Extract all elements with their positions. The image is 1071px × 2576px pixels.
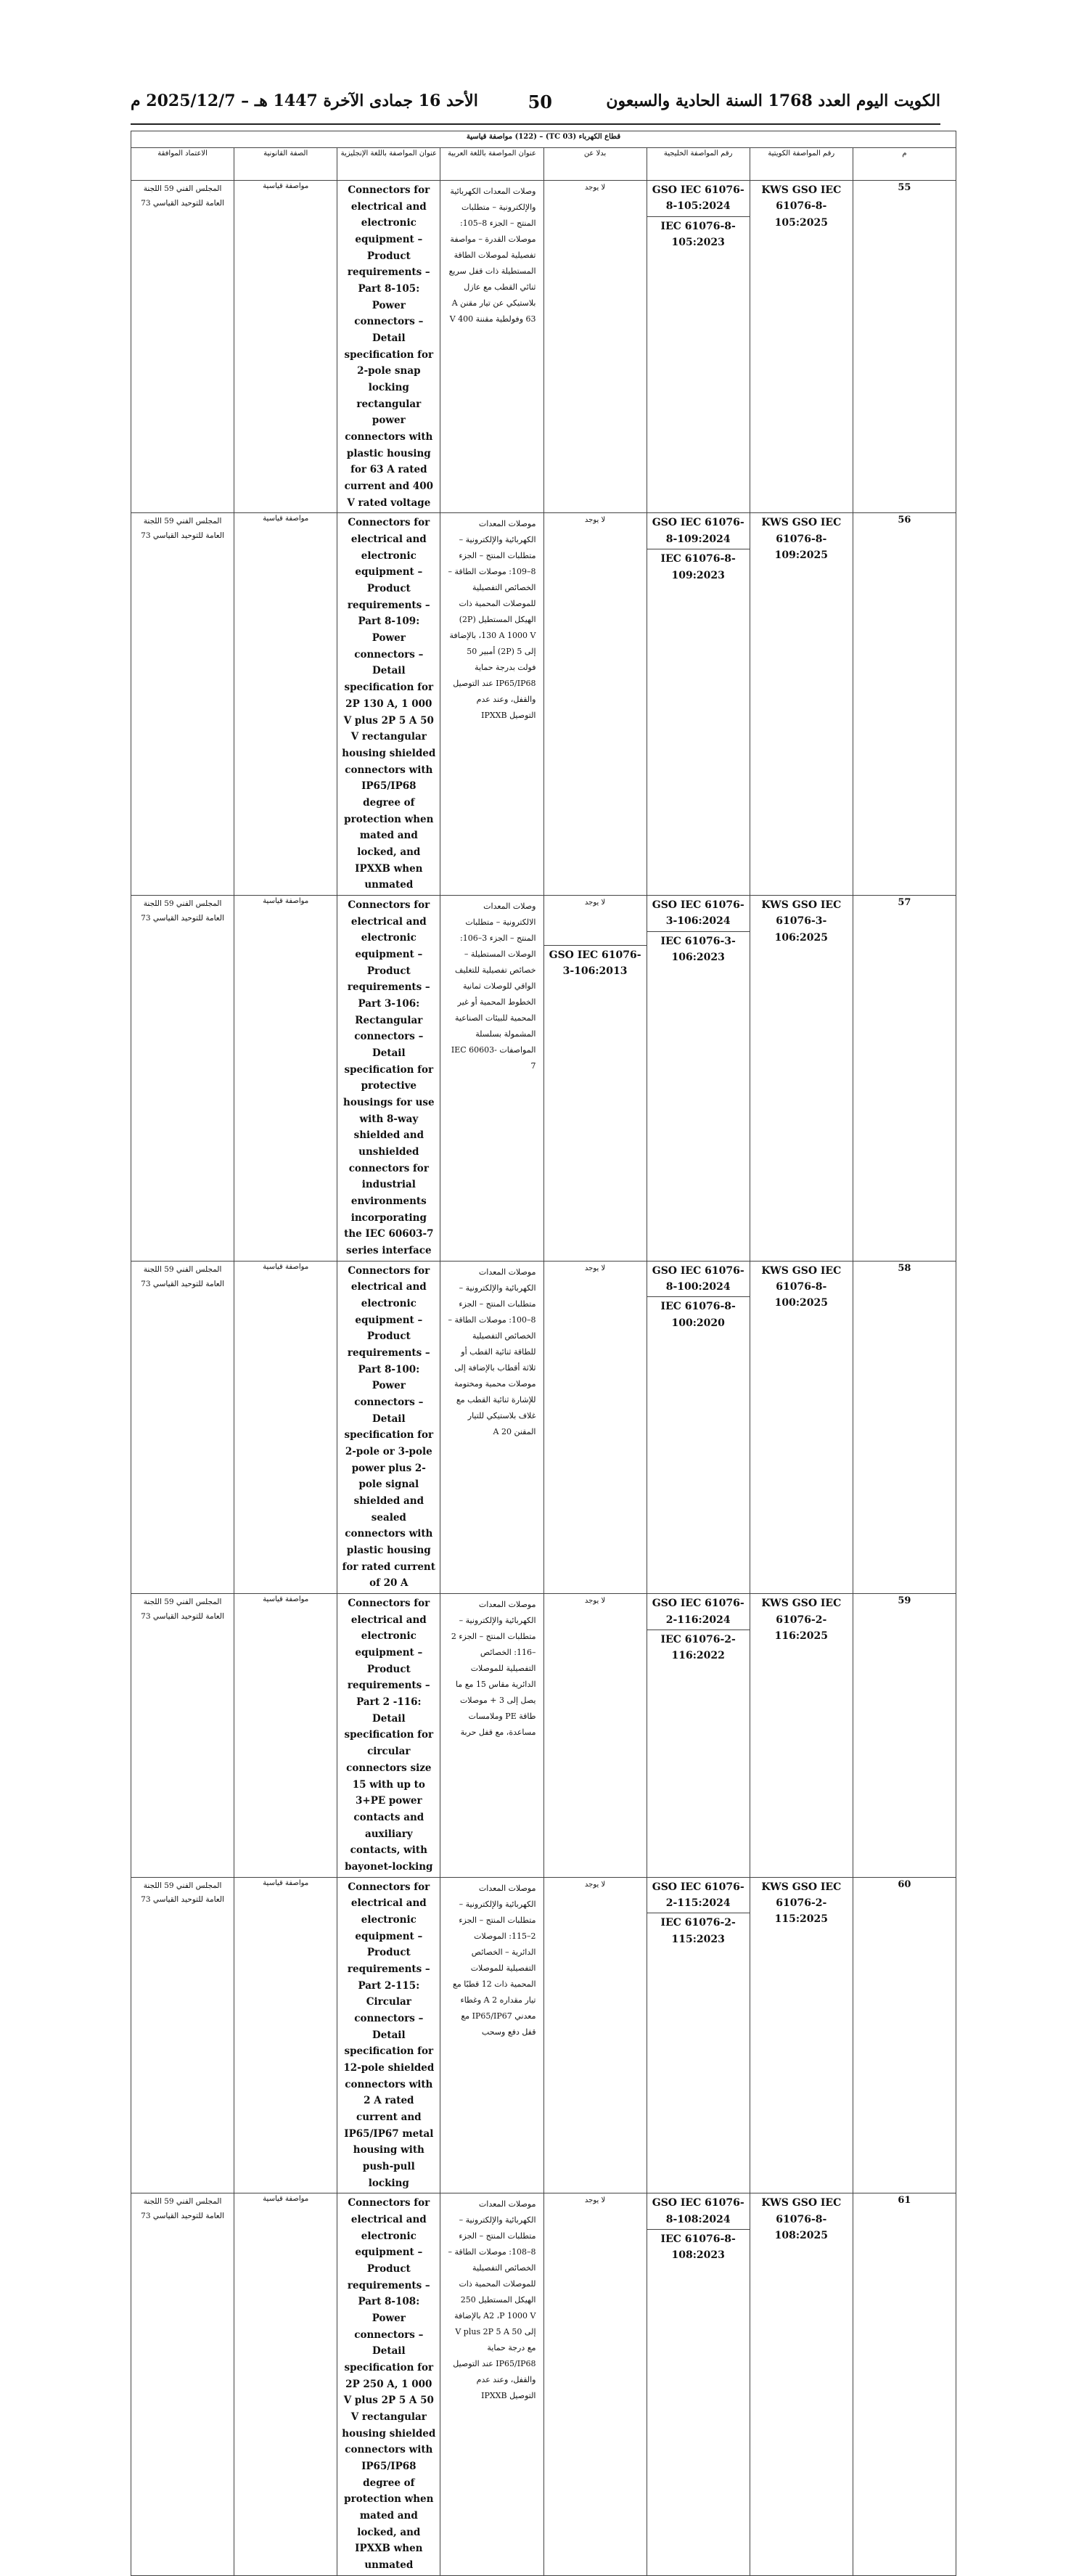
- sector-row: [131, 131, 956, 148]
- gso-standard-cell: [647, 1877, 750, 2193]
- title-english: Connectors for electrical and electronic equipment – Product requirements – Part 8-108: Power connectors – Detail specification for 2P 250 A, 1 000 V plus 2P 5 A 50 V rectangular housing shielded connectors with IP65/IP68 degree of protection when mated and locked, and IPXXB when unmated: [337, 2193, 440, 2575]
- gso-standard-number: GSO IEC 61076-8-108:2024: [647, 2193, 750, 2230]
- gso-standard-cell: [647, 1594, 750, 1877]
- gso-standard-cell: [647, 895, 750, 1261]
- col-gso: رقم المواصفة الخليجية: [647, 148, 750, 181]
- replaces-standard: GSO IEC 61076-3-106:2013: [544, 945, 647, 981]
- row-number: 60: [853, 1877, 956, 2193]
- col-replaces: بدلا عن: [543, 148, 647, 181]
- approval: المجلس الفني 59 اللجنة العامة للتوحيد القياسي 73: [131, 1877, 234, 2193]
- gso-standard-number: GSO IEC 61076-8-105:2024: [647, 181, 750, 217]
- gso-standard-cell: [647, 2193, 750, 2575]
- page-number: 50: [528, 91, 552, 113]
- table-row: [131, 895, 956, 1261]
- col-title-en: عنوان المواصفة باللغة الإنجليزية: [337, 148, 440, 181]
- gso-standard-cell: [647, 1261, 750, 1593]
- row-number: 57: [853, 895, 956, 1261]
- replaces-cell: [543, 895, 647, 1261]
- replaces-text: لا يوجد: [584, 2196, 606, 2205]
- title-english: Connectors for electrical and electronic equipment – Product requirements – Part 2-115: Circular connectors – Detail specification for 12-pole shielded connectors with 2 A rated current and IP65/IP67 metal housing with push-pull locking: [337, 1877, 440, 2193]
- gso-standard-number: GSO IEC 61076-8-109:2024: [647, 513, 750, 549]
- approval: المجلس الفني 59 اللجنة العامة للتوحيد القياسي 73: [131, 1261, 234, 1593]
- replaces-text: لا يوجد: [584, 516, 606, 525]
- legal-status: مواصفة قياسية: [234, 1594, 337, 1877]
- row-number: 59: [853, 1594, 956, 1877]
- table-row: [131, 1594, 956, 1877]
- gso-standard-number: GSO IEC 61076-2-116:2024: [647, 1594, 750, 1630]
- column-headers: [131, 148, 956, 181]
- approval: المجلس الفني 59 اللجنة العامة للتوحيد القياسي 73: [131, 1594, 234, 1877]
- legal-status: مواصفة قياسية: [234, 1877, 337, 2193]
- table-row: [131, 1877, 956, 2193]
- gazette-issue-title: الكويت اليوم العدد 1768 السنة الحادية والسبعون: [606, 91, 940, 110]
- sector-title: قطاع الكهرباء (TC 03) – (122) مواصفة قياسية: [131, 131, 956, 148]
- approval: المجلس الفني 59 اللجنة العامة للتوحيد القياسي 73: [131, 2193, 234, 2575]
- table-row: [131, 513, 956, 895]
- iec-standard-number: IEC 61076-2-116:2022: [660, 1633, 736, 1662]
- kws-standard-number: KWS GSO IEC 61076-8-100:2025: [750, 1261, 853, 1593]
- col-approval: الاعتماد الموافقة: [131, 148, 234, 181]
- legal-status: مواصفة قياسية: [234, 2193, 337, 2575]
- title-english: Connectors for electrical and electronic equipment – Product requirements – Part 8-105: Power connectors – Detail specification for 2-pole snap locking rectangular power connectors with plastic housing for 63 A rated current and 400 V rated voltage: [337, 181, 440, 513]
- iec-standard-number: IEC 61076-8-100:2020: [660, 1301, 736, 1329]
- table-row: [131, 2193, 956, 2575]
- title-english: Connectors for electrical and electronic equipment – Product requirements – Part 8-100: Power connectors – Detail specification for 2-pole or 3-pole power plus 2-pole signal shielded and sealed connectors with plastic housing for rated current of 20 A: [337, 1261, 440, 1593]
- iec-standard-number: IEC 61076-8-105:2023: [660, 220, 736, 249]
- title-english: Connectors for electrical and electronic equipment – Product requirements – Part 8-109: Power connectors – Detail specification for 2P 130 A, 1 000 V plus 2P 5 A 50 V rectangular housing shielded connectors with IP65/IP68 degree of protection when mated and locked, and IPXXB when unmated: [337, 513, 440, 895]
- approval: المجلس الفني 59 اللجنة العامة للتوحيد القياسي 73: [131, 513, 234, 895]
- title-arabic: موصلات المعدات الكهربائية والإلكترونية – متطلبات المنتج – الجزء 2–115: الموصلات الدائرية – الخصائص التفصيلية للموصلات المحمية ذات 12 قطبًا مع تيار مقداره A 2 وغطاء معدني IP65/IP67 مع قفل دفع وسحب: [440, 1877, 543, 2193]
- kws-standard-number: KWS GSO IEC 61076-8-105:2025: [750, 181, 853, 513]
- legal-status: مواصفة قياسية: [234, 181, 337, 513]
- row-number: 61: [853, 2193, 956, 2575]
- replaces-text: لا يوجد: [584, 1880, 606, 1889]
- replaces-cell: [543, 513, 647, 895]
- replaces-cell: [543, 181, 647, 513]
- title-english: Connectors for electrical and electronic equipment – Product requirements – Part 2 -116: Detail specification for circular connectors size 15 with up to 3+PE power contacts and auxiliary contacts, with bayonet-locking: [337, 1594, 440, 1877]
- col-title-ar: عنوان المواصفة باللغة العربية: [440, 148, 543, 181]
- approval: المجلس الفني 59 اللجنة العامة للتوحيد القياسي 73: [131, 181, 234, 513]
- row-number: 56: [853, 513, 956, 895]
- table-body: [131, 181, 956, 2576]
- col-num: م: [853, 148, 956, 181]
- gso-standard-cell: [647, 181, 750, 513]
- kws-standard-number: KWS GSO IEC 61076-2-116:2025: [750, 1594, 853, 1877]
- col-legal: الصفة القانونية: [234, 148, 337, 181]
- gazette-date: الأحد 16 جمادى الآخرة 1447 هـ – 2025/12/7 م: [131, 91, 478, 110]
- legal-status: مواصفة قياسية: [234, 1261, 337, 1593]
- table-row: [131, 1261, 956, 1593]
- replaces-cell: [543, 1594, 647, 1877]
- kws-standard-number: KWS GSO IEC 61076-8-109:2025: [750, 513, 853, 895]
- row-number: 58: [853, 1261, 956, 1593]
- title-arabic: وصلات المعدات الكهربائية والإلكترونية – متطلبات المنتج – الجزء 8–105: موصلات القدرة – مواصفة تفصيلية لموصلات الطاقة المستطيلة ذات قفل سريع ثنائي القطب مع عازل بلاستيكي عن تيار مقنن A 63 وفولطية مقننة V 400: [440, 181, 543, 513]
- replaces-text: لا يوجد: [584, 1597, 606, 1606]
- iec-standard-number: IEC 61076-3-106:2023: [660, 935, 736, 964]
- standards-table: [131, 131, 956, 2576]
- replaces-cell: [543, 1877, 647, 2193]
- title-arabic: موصلات المعدات الكهربائية والإلكترونية – متطلبات المنتج – الجزء 2 –116: الخصائص التفصيلية للموصلات الدائرية مقاس 15 مع ما يصل إلى 3 + موصلات طاقة PE وملامسات مساعدة، مع قفل حربة: [440, 1594, 543, 1877]
- iec-standard-number: IEC 61076-2-115:2023: [660, 1917, 736, 1945]
- header-rule: [131, 123, 940, 125]
- replaces-cell: [543, 2193, 647, 2575]
- replaces-text: لا يوجد: [584, 184, 606, 192]
- title-arabic: موصلات المعدات الكهربائية والإلكترونية – متطلبات المنتج – الجزء 8–100: موصلات الطاقة – الخصائص التفصيلية للطاقة ثنائية القطب أو ثلاثة أقطاب بالإضافة إلى موصلات محمية ومختومة للإشارة ثنائية القطب مع غلاف بلاستيكي للتيار المقنن A 20: [440, 1261, 543, 1593]
- col-kws: رقم المواصفة الكويتية: [750, 148, 853, 181]
- legal-status: مواصفة قياسية: [234, 895, 337, 1261]
- gso-standard-number: GSO IEC 61076-2-115:2024: [647, 1878, 750, 1914]
- page-header: [131, 91, 940, 118]
- approval: المجلس الفني 59 اللجنة العامة للتوحيد القياسي 73: [131, 895, 234, 1261]
- iec-standard-number: IEC 61076-8-108:2023: [660, 2233, 736, 2262]
- title-english: Connectors for electrical and electronic equipment – Product requirements – Part 3-106: Rectangular connectors – Detail specification for protective housings for use with 8-way shielded and unshielded connectors for industrial environments incorporating the IEC 60603-7 series interface: [337, 895, 440, 1261]
- replaces-cell: [543, 1261, 647, 1593]
- kws-standard-number: KWS GSO IEC 61076-8-108:2025: [750, 2193, 853, 2575]
- gso-standard-cell: [647, 513, 750, 895]
- gso-standard-number: GSO IEC 61076-8-100:2024: [647, 1262, 750, 1298]
- legal-status: مواصفة قياسية: [234, 513, 337, 895]
- row-number: 55: [853, 181, 956, 513]
- iec-standard-number: IEC 61076-8-109:2023: [660, 553, 736, 581]
- gso-standard-number: GSO IEC 61076-3-106:2024: [647, 896, 750, 932]
- title-arabic: موصلات المعدات الكهربائية والإلكترونية – متطلبات المنتج – الجزء 8–108: موصلات الطاقة – الخصائص التفصيلية للموصلات المحمية ذات الهيكل المستطيل 250 A2 ،P 1000 V بالإضافة إلى V plus 2P 5 A 50 مع درجة حماية IP65/IP68 عند التوصيل والقفل، وعند عدم التوصيل IPXXB: [440, 2193, 543, 2575]
- replaces-text: لا يوجد: [584, 898, 606, 907]
- table-row: [131, 181, 956, 513]
- kws-standard-number: KWS GSO IEC 61076-2-115:2025: [750, 1877, 853, 2193]
- title-arabic: موصلات المعدات الكهربائية والإلكترونية – متطلبات المنتج – الجزء 8–109: موصلات الطاقة – الخصائص التفصيلية للموصلات المحمية ذات الهيكل المستطيل (2P) 130 A 1000 V، بالإضافة إلى 5 (2P) أمبير 50 فولت بدرجة حماية IP65/IP68 عند التوصيل والقفل، وعند عدم التوصيل IPXXB: [440, 513, 543, 895]
- replaces-text: لا يوجد: [584, 1264, 606, 1272]
- title-arabic: وصلات المعدات الالكترونية – متطلبات المنتج – الجزء 3–106: الوصلات المستطيلة – خصائص تفصيلية للتغليف الواقي للوصلات ثمانية الخطوط المحمية أو غير المحمية للبيئات الصناعية المشمولة بسلسلة المواصفات IEC 60603-7: [440, 895, 543, 1261]
- kws-standard-number: KWS GSO IEC 61076-3-106:2025: [750, 895, 853, 1261]
